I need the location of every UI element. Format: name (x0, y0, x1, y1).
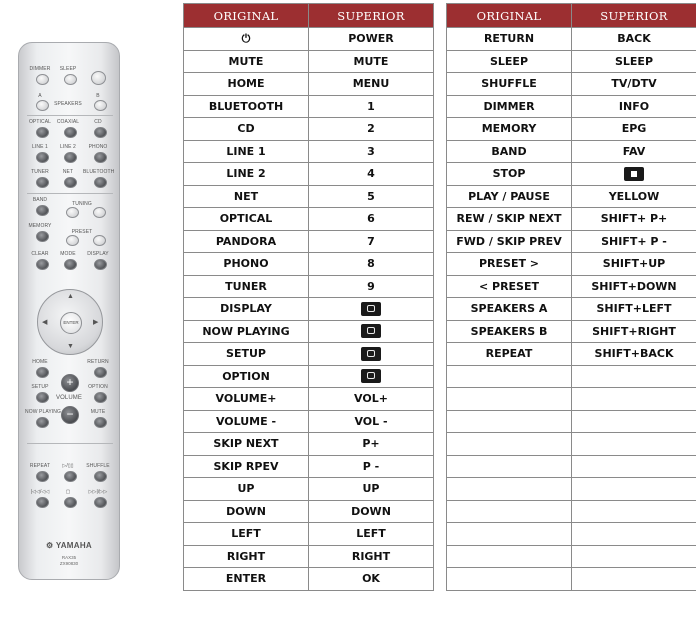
superior-cell: SHIFT+RIGHT (572, 320, 696, 343)
superior-cell: UP (309, 478, 434, 501)
play-pause-label: ▷/▯▯ (62, 463, 74, 469)
original-cell: LINE 2 (184, 163, 309, 186)
superior-cell: MENU (309, 73, 434, 96)
superior-cell: SHIFT+LEFT (572, 298, 696, 321)
volume-down-button[interactable]: − (61, 406, 79, 424)
speaker-a-label: A (38, 93, 42, 99)
right-arrow-icon[interactable]: ▶ (93, 319, 99, 326)
table-row (184, 320, 434, 343)
speaker-b-label: B (96, 93, 100, 99)
stop-label: ▢ (65, 489, 71, 495)
original-cell: VOLUME - (184, 410, 309, 433)
coaxial-button[interactable] (64, 127, 77, 138)
original-cell: RIGHT (184, 545, 309, 568)
display-key-icon (361, 302, 381, 316)
header-superior: SUPERIOR (572, 4, 696, 28)
original-cell: REPEAT (447, 343, 572, 366)
mapping-table-right (446, 3, 696, 591)
original-cell: LINE 1 (184, 140, 309, 163)
original-cell (447, 478, 572, 501)
option-label: OPTION (88, 384, 108, 390)
table-row (184, 50, 434, 73)
superior-cell: 2 (309, 118, 434, 141)
superior-cell: 8 (309, 253, 434, 276)
superior-cell: 3 (309, 140, 434, 163)
original-cell: NET (184, 185, 309, 208)
superior-cell: 5 (309, 185, 434, 208)
sleep-label: SLEEP (59, 66, 77, 72)
original-cell: NOW PLAYING (184, 320, 309, 343)
superior-cell: 1 (309, 95, 434, 118)
superior-cell (572, 455, 696, 478)
superior-cell (572, 410, 696, 433)
model-line-1: RAX35 (61, 555, 77, 560)
table-row (447, 28, 696, 51)
display-label: DISPLAY (87, 251, 109, 257)
table-row (184, 343, 434, 366)
preset-up-button[interactable] (93, 235, 106, 246)
original-cell: SETUP (184, 343, 309, 366)
superior-cell: POWER (309, 28, 434, 51)
superior-cell: DOWN (309, 500, 434, 523)
volume-up-button[interactable]: + (61, 374, 79, 392)
table-row (447, 163, 696, 186)
option-key-icon (361, 369, 381, 383)
superior-cell: YELLOW (572, 185, 696, 208)
superior-cell (572, 365, 696, 388)
clear-label: CLEAR (31, 251, 49, 257)
now-playing-key-icon (361, 324, 381, 338)
superior-cell (309, 298, 434, 321)
up-arrow-icon[interactable]: ▲ (67, 293, 74, 300)
sleep-button[interactable] (64, 74, 77, 85)
superior-cell: P - (309, 455, 434, 478)
superior-cell (572, 523, 696, 546)
optical-label: OPTICAL (28, 119, 52, 125)
home-button[interactable] (36, 367, 49, 378)
table-row (447, 523, 696, 546)
cd-button[interactable] (94, 127, 107, 138)
header-original: ORIGINAL (184, 4, 309, 28)
divider (27, 115, 113, 116)
table-row (447, 118, 696, 141)
table-row (184, 118, 434, 141)
display-button[interactable] (94, 259, 107, 270)
table-row (447, 298, 696, 321)
header-superior: SUPERIOR (309, 4, 434, 28)
line2-button[interactable] (64, 152, 77, 163)
now-playing-label: NOW PLAYING (25, 409, 62, 415)
coaxial-label: COAXIAL (56, 119, 80, 125)
table-row (447, 455, 696, 478)
table-row (184, 275, 434, 298)
superior-cell: P+ (309, 433, 434, 456)
line2-label: LINE 2 (60, 144, 76, 150)
table-row (447, 140, 696, 163)
original-cell: BLUETOOTH (184, 95, 309, 118)
superior-cell: 9 (309, 275, 434, 298)
mute-label: MUTE (90, 409, 106, 415)
superior-cell (309, 320, 434, 343)
table-row (447, 208, 696, 231)
original-cell: PHONO (184, 253, 309, 276)
preset-down-button[interactable] (66, 235, 79, 246)
table-row (184, 185, 434, 208)
table-row (447, 95, 696, 118)
superior-cell (572, 478, 696, 501)
table-row (184, 523, 434, 546)
table-row (447, 343, 696, 366)
superior-cell: SHIFT+ P - (572, 230, 696, 253)
superior-cell: VOL - (309, 410, 434, 433)
table-row (447, 275, 696, 298)
clear-button[interactable] (36, 259, 49, 270)
original-cell (447, 545, 572, 568)
table-row (447, 433, 696, 456)
table-row (184, 545, 434, 568)
line1-label: LINE 1 (32, 144, 48, 150)
phono-label: PHONO (88, 144, 108, 150)
original-cell: SPEAKERS A (447, 298, 572, 321)
table-body (184, 28, 434, 591)
original-cell (447, 433, 572, 456)
shuffle-button[interactable] (94, 471, 107, 482)
original-cell: PANDORA (184, 230, 309, 253)
superior-cell: 7 (309, 230, 434, 253)
mode-button[interactable] (64, 259, 77, 270)
line1-button[interactable] (36, 152, 49, 163)
brand-name: YAMAHA (55, 541, 93, 550)
setup-label: SETUP (31, 384, 49, 390)
net-label: NET (62, 169, 74, 175)
original-cell: SLEEP (447, 50, 572, 73)
table-row (184, 95, 434, 118)
table-row (447, 388, 696, 411)
tuning-up-button[interactable] (93, 207, 106, 218)
home-label: HOME (32, 359, 48, 365)
superior-cell: LEFT (309, 523, 434, 546)
mapping-table-left (183, 3, 434, 591)
original-cell: RETURN (447, 28, 572, 51)
direction-pad[interactable] (37, 289, 103, 355)
superior-cell (572, 388, 696, 411)
header-original: ORIGINAL (447, 4, 572, 28)
original-cell: REW / SKIP NEXT (447, 208, 572, 231)
table-row (447, 320, 696, 343)
table-row (184, 478, 434, 501)
memory-button[interactable] (36, 231, 49, 242)
superior-cell (309, 343, 434, 366)
superior-cell (572, 163, 696, 186)
mode-label: MODE (60, 251, 76, 257)
table-header-row (184, 4, 434, 28)
original-cell (447, 455, 572, 478)
superior-cell: 4 (309, 163, 434, 186)
dimmer-label: DIMMER (29, 66, 51, 72)
bluetooth-button[interactable] (94, 177, 107, 188)
repeat-label: REPEAT (29, 463, 51, 469)
original-cell: FWD / SKIP PREV (447, 230, 572, 253)
original-cell: DOWN (184, 500, 309, 523)
stop-button[interactable] (64, 497, 77, 508)
superior-cell: MUTE (309, 50, 434, 73)
table-row (447, 410, 696, 433)
original-cell: SHUFFLE (447, 73, 572, 96)
table-row (184, 455, 434, 478)
original-cell: UP (184, 478, 309, 501)
table-row (447, 253, 696, 276)
option-button[interactable] (94, 392, 107, 403)
superior-cell: OK (309, 568, 434, 591)
band-button[interactable] (36, 205, 49, 216)
superior-cell: SHIFT+DOWN (572, 275, 696, 298)
table-row (184, 298, 434, 321)
table-header-row (447, 4, 696, 28)
now-playing-button[interactable] (36, 417, 49, 428)
superior-cell: SHIFT+ P+ (572, 208, 696, 231)
original-cell (447, 523, 572, 546)
bluetooth-label: BLUETOOTH (83, 169, 115, 175)
superior-cell: SHIFT+BACK (572, 343, 696, 366)
power-button[interactable] (91, 71, 106, 85)
speaker-a-button[interactable] (36, 100, 49, 111)
original-cell (447, 500, 572, 523)
table-row (447, 50, 696, 73)
table-row (184, 208, 434, 231)
preset-label: PRESET (71, 229, 93, 235)
table-row (184, 28, 434, 51)
table-row (447, 185, 696, 208)
original-cell: PLAY / PAUSE (447, 185, 572, 208)
down-arrow-icon[interactable]: ▼ (67, 343, 74, 350)
left-arrow-icon[interactable]: ◀ (42, 319, 48, 326)
model-line-2: ZX90830 (59, 561, 79, 566)
mute-button[interactable] (94, 417, 107, 428)
superior-cell: BACK (572, 28, 696, 51)
original-cell: SKIP RPEV (184, 455, 309, 478)
tuning-down-button[interactable] (66, 207, 79, 218)
table-row (447, 545, 696, 568)
skip-forward-button[interactable] (94, 497, 107, 508)
band-label: BAND (32, 197, 48, 203)
original-cell: SKIP NEXT (184, 433, 309, 456)
original-cell: OPTION (184, 365, 309, 388)
original-cell: DISPLAY (184, 298, 309, 321)
superior-cell (309, 365, 434, 388)
tuner-label: TUNER (31, 169, 49, 175)
cd-label: CD (94, 119, 102, 125)
original-cell: ENTER (184, 568, 309, 591)
original-cell: HOME (184, 73, 309, 96)
original-cell: STOP (447, 163, 572, 186)
table-row (184, 140, 434, 163)
phono-button[interactable] (94, 152, 107, 163)
original-cell: ⏻ (184, 28, 309, 51)
table-row (447, 568, 696, 591)
skip-back-label: |◁◁/◁◁ (30, 489, 50, 495)
skip-back-button[interactable] (36, 497, 49, 508)
table-row (447, 230, 696, 253)
superior-cell: SHIFT+UP (572, 253, 696, 276)
repeat-button[interactable] (36, 471, 49, 482)
table-row (184, 410, 434, 433)
original-cell (447, 365, 572, 388)
original-cell: TUNER (184, 275, 309, 298)
tuning-label: TUNING (72, 201, 92, 207)
table-row (447, 73, 696, 96)
superior-cell (572, 545, 696, 568)
table-body (447, 28, 696, 591)
original-cell: VOLUME+ (184, 388, 309, 411)
table-row (184, 163, 434, 186)
original-cell: BAND (447, 140, 572, 163)
stop-key-icon (624, 167, 644, 181)
original-cell: < PRESET (447, 275, 572, 298)
setup-key-icon (361, 347, 381, 361)
shuffle-label: SHUFFLE (86, 463, 110, 469)
skip-fwd-label: ▷▷|/▷▷ (88, 489, 108, 495)
table-row (184, 230, 434, 253)
memory-label: MEMORY (28, 223, 52, 229)
original-cell (447, 388, 572, 411)
superior-cell: VOL+ (309, 388, 434, 411)
table-row (447, 478, 696, 501)
original-cell: DIMMER (447, 95, 572, 118)
original-cell: LEFT (184, 523, 309, 546)
divider (27, 443, 113, 444)
dimmer-button[interactable] (36, 74, 49, 85)
superior-cell: EPG (572, 118, 696, 141)
enter-button[interactable]: ENTER (60, 312, 82, 334)
setup-button[interactable] (36, 392, 49, 403)
speakers-label: SPEAKERS (54, 101, 82, 107)
yamaha-logo: ⚙ YAMAHA (45, 541, 93, 550)
return-button[interactable] (94, 367, 107, 378)
divider (27, 193, 113, 194)
net-button[interactable] (64, 177, 77, 188)
superior-cell: INFO (572, 95, 696, 118)
play-pause-button[interactable] (64, 471, 77, 482)
superior-cell (572, 433, 696, 456)
original-cell: PRESET > (447, 253, 572, 276)
superior-cell: SLEEP (572, 50, 696, 73)
volume-label: VOLUME (56, 395, 82, 401)
tuner-button[interactable] (36, 177, 49, 188)
table-row (447, 500, 696, 523)
original-cell: OPTICAL (184, 208, 309, 231)
table-row (184, 253, 434, 276)
original-cell (447, 568, 572, 591)
superior-cell: 6 (309, 208, 434, 231)
original-cell: MUTE (184, 50, 309, 73)
table-row (447, 365, 696, 388)
superior-cell: FAV (572, 140, 696, 163)
superior-cell: TV/DTV (572, 73, 696, 96)
original-cell: MEMORY (447, 118, 572, 141)
table-row (184, 365, 434, 388)
table-row (184, 388, 434, 411)
superior-cell: RIGHT (309, 545, 434, 568)
speaker-b-button[interactable] (94, 100, 107, 111)
original-cell: CD (184, 118, 309, 141)
superior-cell (572, 500, 696, 523)
table-row (184, 500, 434, 523)
original-cell (447, 410, 572, 433)
superior-cell (572, 568, 696, 591)
table-row (184, 73, 434, 96)
table-row (184, 433, 434, 456)
remote-control-image (18, 42, 120, 580)
original-cell: SPEAKERS B (447, 320, 572, 343)
return-label: RETURN (87, 359, 109, 365)
table-row (184, 568, 434, 591)
optical-button[interactable] (36, 127, 49, 138)
